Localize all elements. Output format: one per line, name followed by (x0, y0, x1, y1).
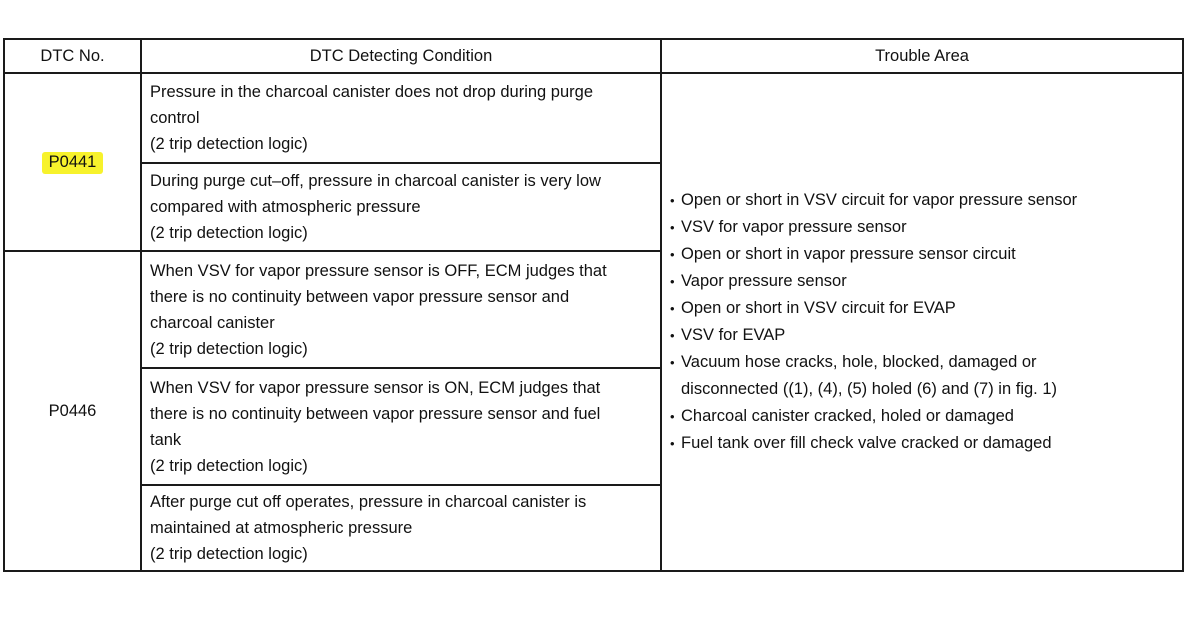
list-item: • Charcoal canister cracked, holed or damaged (670, 403, 1182, 430)
dtc-code-cell (4, 73, 141, 251)
condition-cell (141, 73, 661, 163)
condition-line: (2 trip detection logic) (150, 545, 308, 563)
dtc-code: P0446 (48, 402, 97, 420)
header-condition: DTC Detecting Condition (141, 39, 661, 73)
condition-cell (141, 368, 661, 485)
table-row (4, 73, 1183, 163)
condition-line: there is no continuity between vapor pressure sensor and fuel (150, 404, 601, 423)
condition-line: (2 trip detection logic) (150, 339, 308, 358)
header-trouble-area: Trouble Area (661, 39, 1183, 73)
header-row (4, 39, 1183, 73)
dtc-table (3, 38, 1184, 572)
dtc-code-cell (4, 251, 141, 571)
list-item: • Open or short in VSV circuit for EVAP (670, 295, 1182, 322)
condition-line: charcoal canister (150, 313, 275, 332)
list-item: • Fuel tank over fill check valve cracked or damaged (670, 430, 1182, 457)
condition-cell (141, 485, 661, 571)
condition-line: tank (150, 430, 182, 449)
condition-line: After purge cut off operates, pressure in charcoal canister is (150, 493, 587, 511)
condition-line: maintained at atmospheric pressure (150, 519, 413, 537)
condition-line: there is no continuity between vapor pressure sensor and (150, 287, 570, 306)
list-item: • Vapor pressure sensor (670, 268, 1182, 295)
condition-line: compared with atmospheric pressure (150, 198, 421, 216)
condition-line: control (150, 109, 200, 127)
trouble-area-list (670, 187, 1182, 457)
condition-line: (2 trip detection logic) (150, 456, 308, 475)
list-item: • VSV for EVAP (670, 322, 1182, 349)
header-dtc-no: DTC No. (4, 39, 141, 73)
condition-line: When VSV for vapor pressure sensor is ON, ECM judges that (150, 378, 601, 397)
list-item: • Open or short in VSV circuit for vapor pressure sensor (670, 187, 1182, 214)
condition-line: (2 trip detection logic) (150, 224, 308, 242)
condition-line: Pressure in the charcoal canister does not drop during purge (150, 83, 594, 101)
list-item: • VSV for vapor pressure sensor (670, 214, 1182, 241)
list-item: • Open or short in vapor pressure sensor circuit (670, 241, 1182, 268)
list-item: • Vacuum hose cracks, hole, blocked, damaged or disconnected ((1), (4), (5) holed (6) and (7) in fig. 1) (670, 349, 1182, 403)
condition-cell (141, 163, 661, 251)
trouble-area-cell (661, 73, 1183, 571)
highlighted-dtc-code: P0441 (42, 152, 104, 174)
condition-line: (2 trip detection logic) (150, 135, 308, 153)
condition-line: During purge cut–off, pressure in charcoal canister is very low (150, 172, 601, 190)
condition-line: When VSV for vapor pressure sensor is OFF, ECM judges that (150, 261, 607, 280)
condition-cell (141, 251, 661, 368)
